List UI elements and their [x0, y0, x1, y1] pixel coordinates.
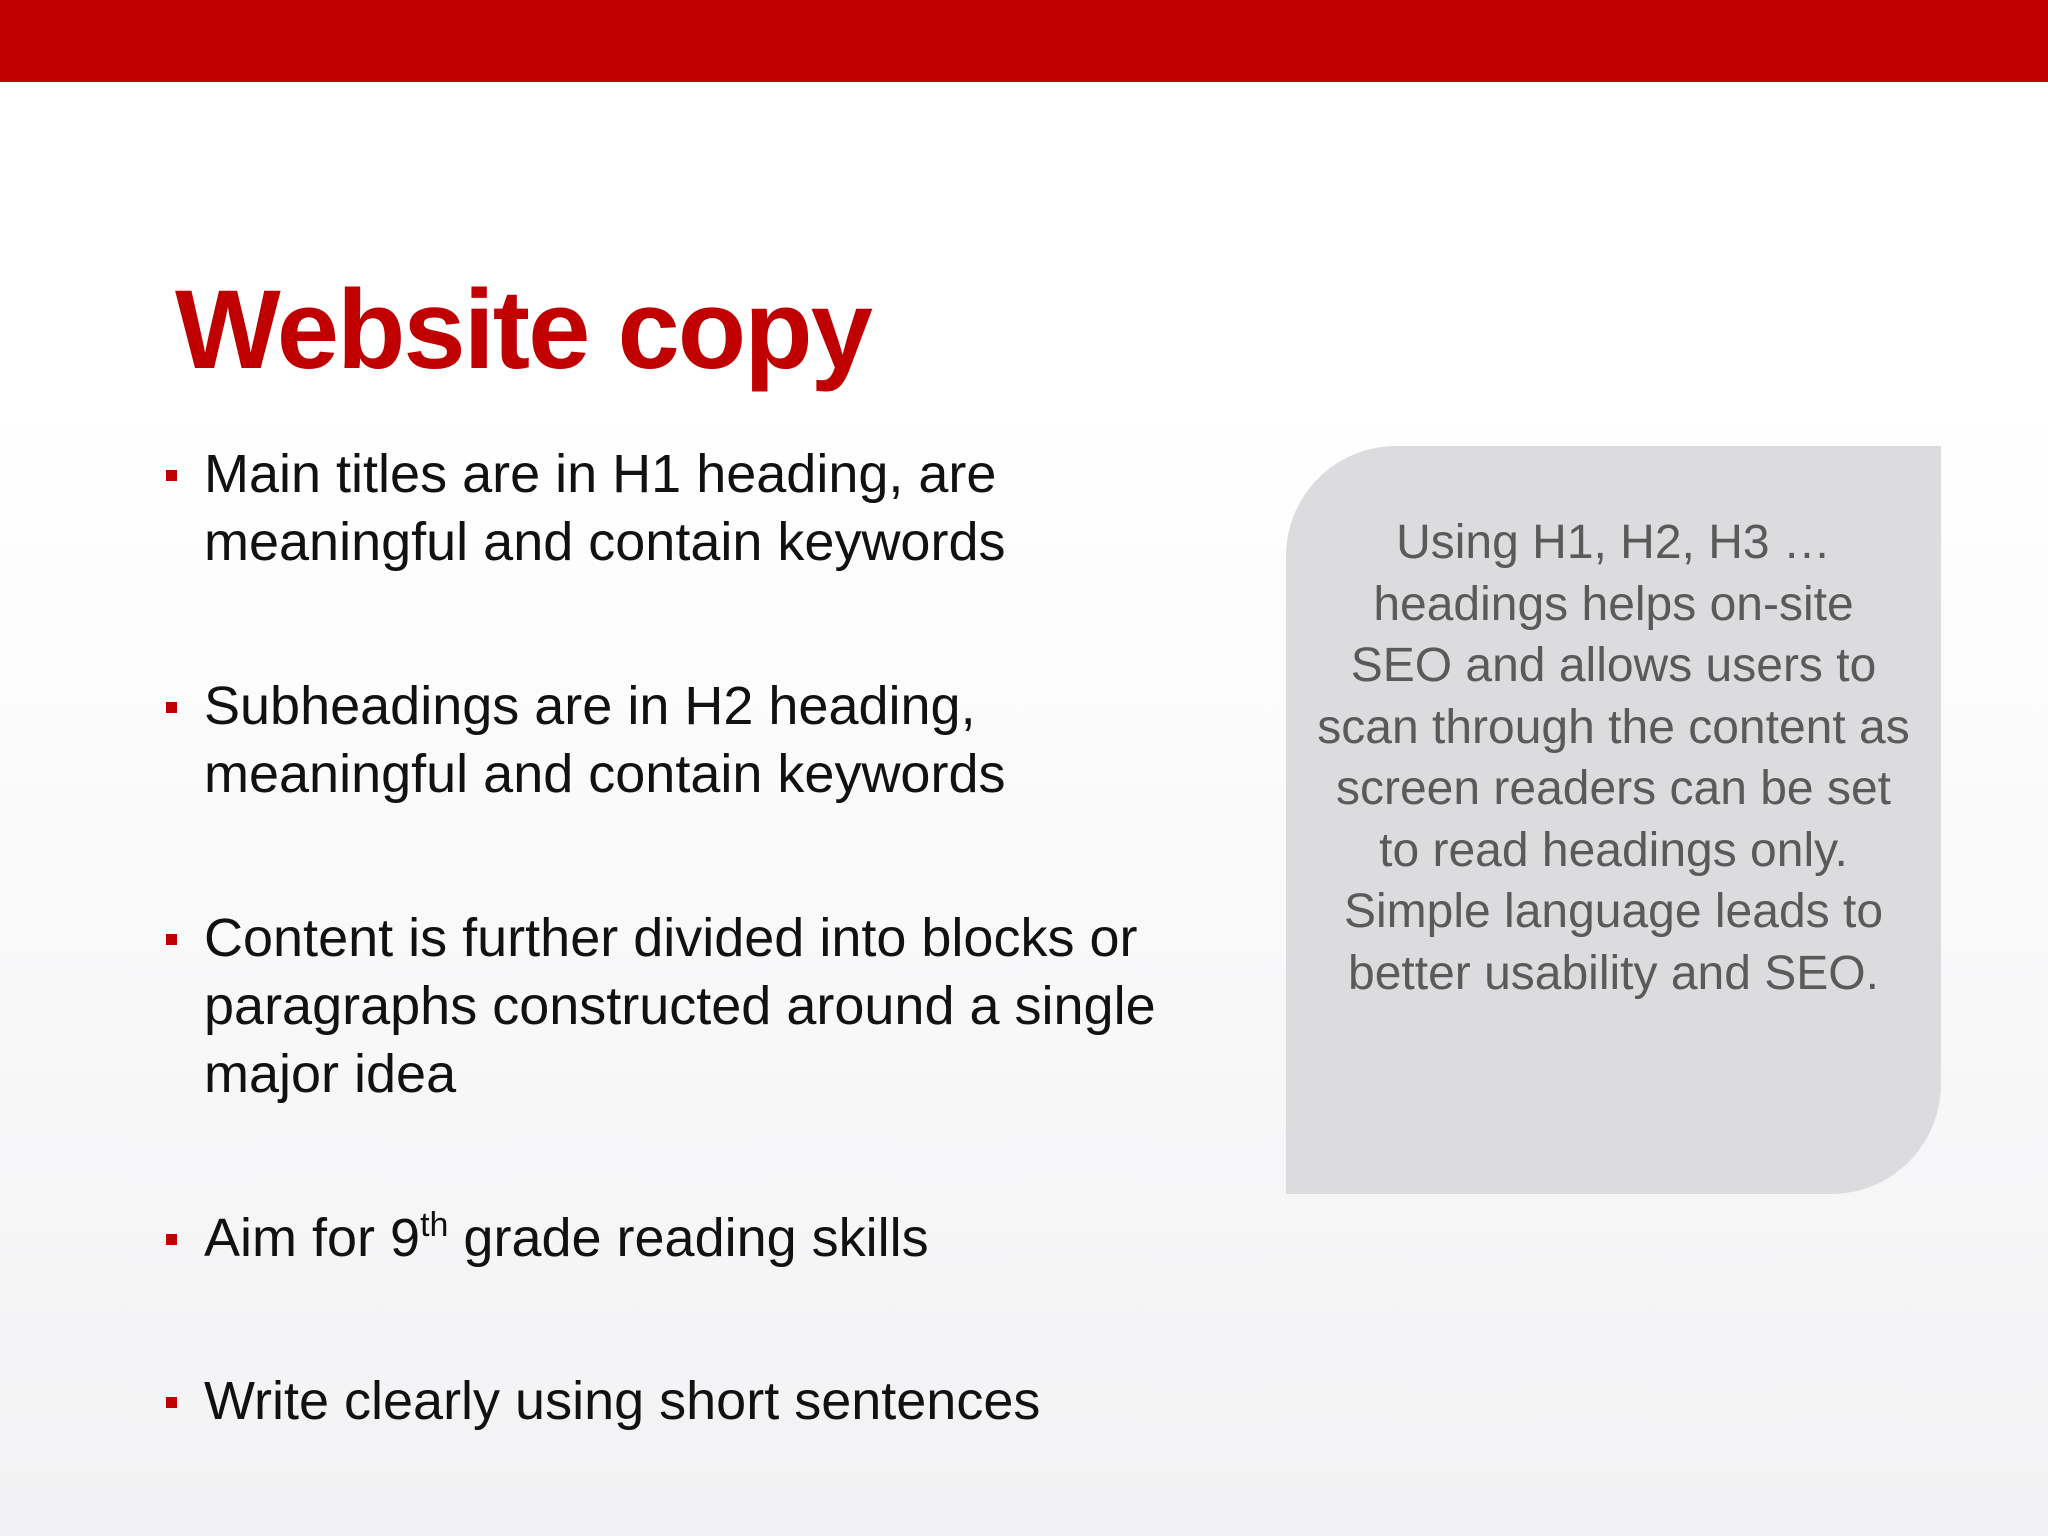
bullet-text — [204, 1204, 1244, 1272]
bullet-text: Write clearly using short sentences — [204, 1371, 1041, 1431]
ordinal-suffix: th — [420, 1206, 449, 1244]
bullet-square-icon — [166, 1234, 177, 1245]
bullet-square-icon — [166, 702, 177, 713]
reading-level-prefix: Aim for 9 — [204, 1208, 421, 1268]
bullet-text: Subheadings are in H2 heading, meaningful and contain keywords — [204, 676, 1006, 804]
bullet-square-icon — [166, 470, 177, 481]
bullet-square-icon — [166, 1397, 177, 1408]
bullet-text: Main titles are in H1 heading, are meaningful and contain keywords — [204, 444, 1006, 572]
bullet-square-icon — [166, 934, 177, 945]
top-accent-bar — [0, 0, 2048, 82]
callout-text: Using H1, H2, H3 … headings helps on-site SEO and allows users to scan through the content as screen readers can be set to read headings only. Simple language leads to better usability and SEO. — [1317, 516, 1910, 1000]
bullet-text: Content is further divided into blocks or paragraphs constructed around a single major idea — [204, 908, 1156, 1104]
callout-box — [1286, 446, 1941, 1194]
slide-title: Website copy — [175, 267, 871, 393]
reading-level-suffix: grade reading skills — [448, 1208, 929, 1268]
